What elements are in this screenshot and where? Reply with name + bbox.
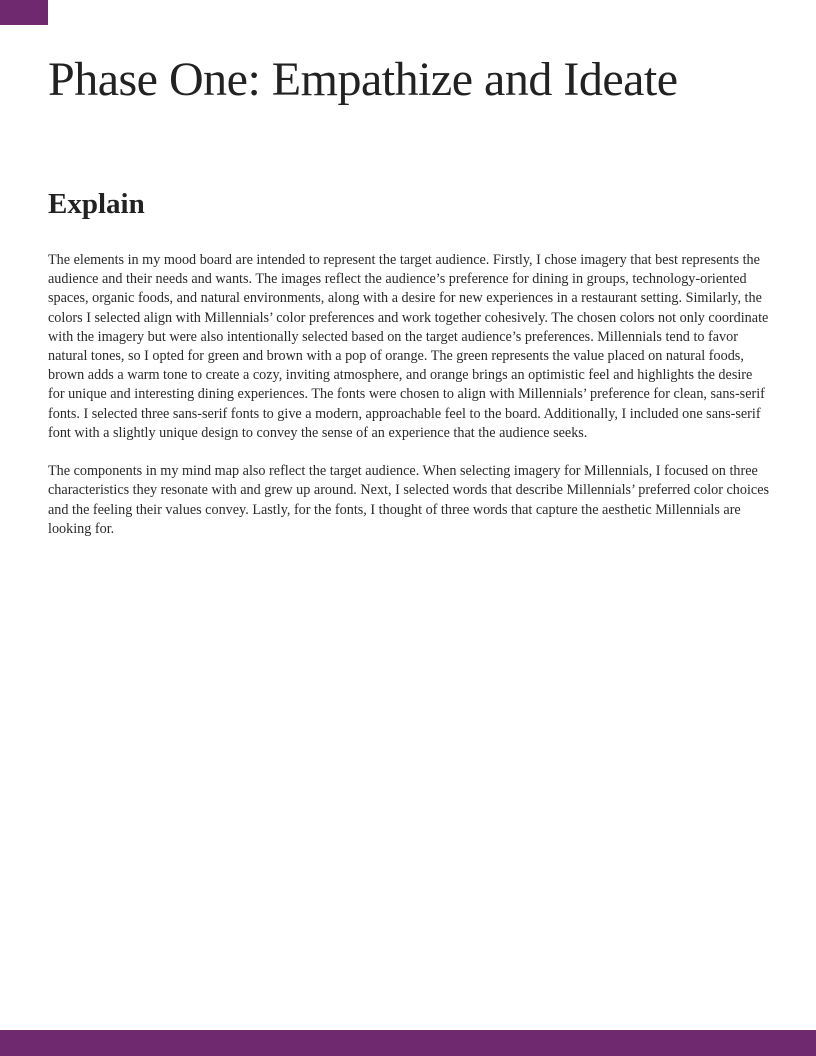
page-title: Phase One: Empathize and Ideate: [48, 53, 678, 106]
body-text: [48, 251, 770, 558]
body-paragraph-1: The elements in my mood board are intended to represent the target audience. Firstly, I chose imagery that best represents the audience and their needs and wants. The images reflect the audience’s preference for dining in groups, technology-oriented spaces, organic foods, and natural environments, along with a desire for new experiences in a restaurant setting. Similarly, the colors I selected align with Millennials’ color preferences and work together cohesively. The chosen colors not only coordinate with the imagery but were also intentionally selected based on the target audience’s preferences. Millennials tend to favor natural tones, so I opted for green and brown with a pop of orange. The green represents the value placed on natural foods, brown adds a warm tone to create a cozy, inviting atmosphere, and orange brings an optimistic feel and highlights the desire for unique and interesting dining experiences. The fonts were chosen to align with Millennials’ preference for clean, sans-serif fonts. I selected three sans-serif fonts to give a modern, approachable feel to the board. Additionally, I included one sans-serif font with a slightly unique design to convey the sense of an experience that the audience seeks.: [48, 252, 769, 441]
corner-accent-tab: [0, 0, 48, 25]
body-paragraph-2: The components in my mind map also reflect the target audience. When selecting imagery for Millennials, I focused on three characteristics they resonate with and grew up around. Next, I selected words that describe Millennials’ preferred color choices and the feeling their values convey. Lastly, for the fonts, I thought of three words that capture the aesthetic Millennials are looking for.: [48, 463, 770, 537]
section-heading: Explain: [48, 188, 145, 220]
footer-accent-bar: [0, 1030, 816, 1056]
